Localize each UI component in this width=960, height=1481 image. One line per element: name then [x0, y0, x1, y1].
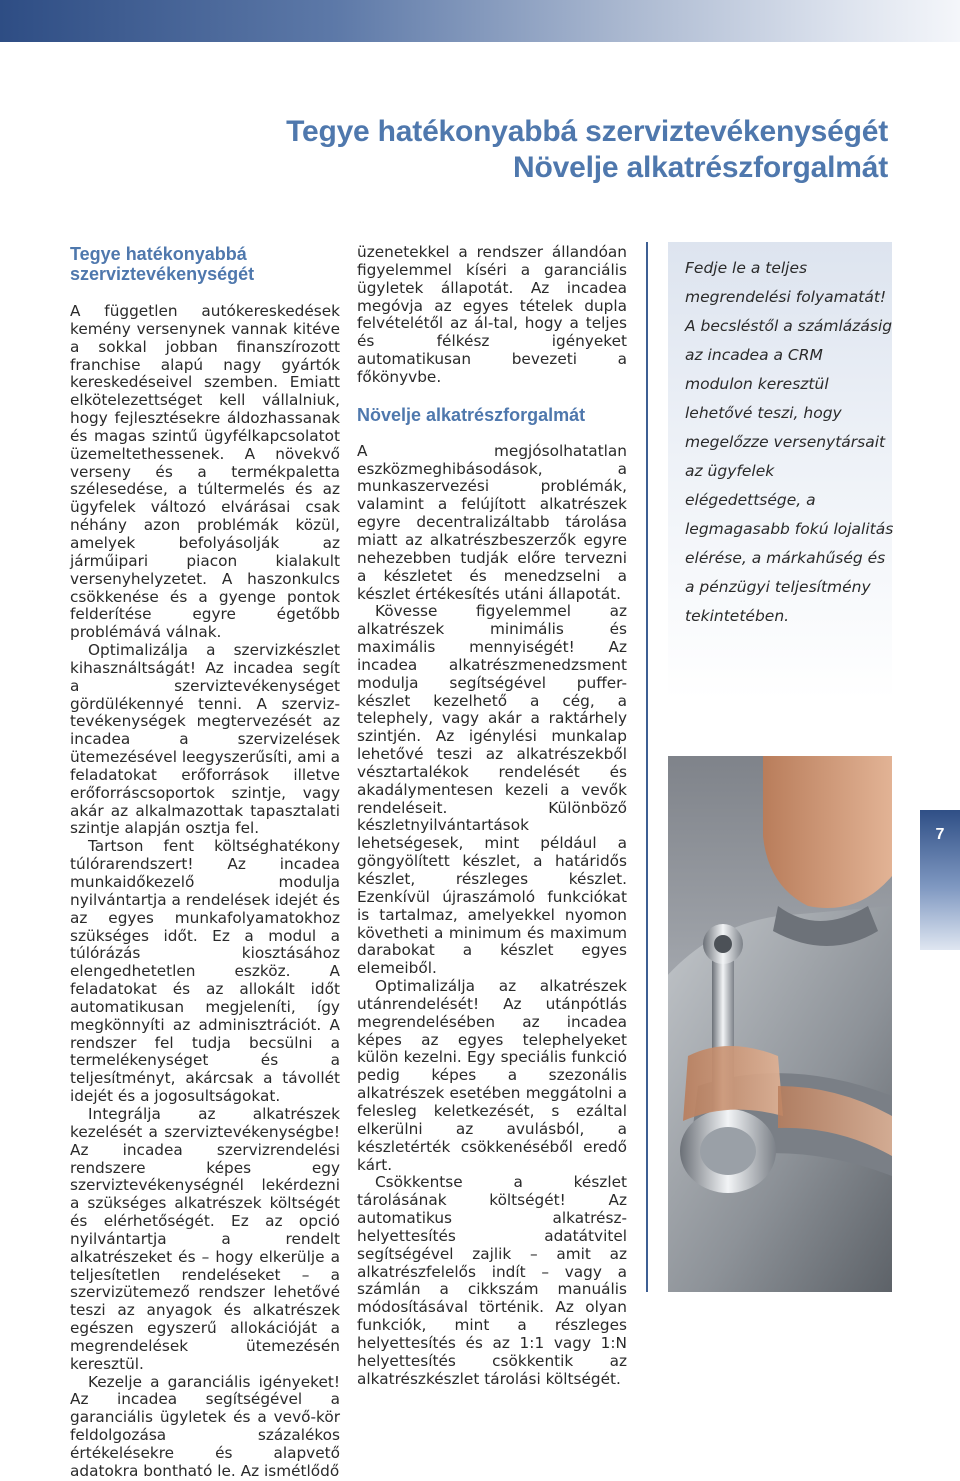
paragraph: Optimalizálja az alkatrészek utánrendelését! Az utánpótlás megrendelésében az incadea képes az egyes telephelyeket külön kezelni. Egy speciális funkció pedig képes a szezonális alkatrészek esetében meggátolni a felesleg keletkezését, s ezáltal elkerülni az avulásból, a készletérték csökkenéséből eredő kárt.: [357, 977, 627, 1174]
page-title: [286, 114, 888, 186]
page-title-line-2: Növelje alkatrészforgalmát: [513, 151, 888, 184]
page-number-tab: [920, 810, 960, 950]
top-header-bar: [0, 0, 960, 42]
paragraph: Tartson fent költséghatékony túlórarendszert! Az incadea munkaidőkezelő modulja nyilvántartja a rendelések idejét és az egyes munkafolyamatokhoz szükséges időt. Ez a modul a túlórázás kiosztásához elengedhetetlen eszköz. A feladatokat és az allokált időt automatikusan megjeleníti, így megkönnyíti az adminisztrációt. A rendszer fel tudja becsülni a termelékenységet és a teljesítményt, akárcsak a távollét idejét és a jogosultságokat.: [70, 837, 340, 1106]
page-title-line-1: Tegye hatékonyabbá szerviztevékenységét: [286, 115, 888, 148]
mechanic-photo: [668, 756, 892, 1292]
paragraph: A független autókereskedések kemény versenynek vannak kitéve a sokkal jobban finanszírozott franchise alapú nagy gyártók kereskedéseivel szemben. Emiatt elkötelezettséget kell vállalniuk, hogy fejlesztésekre áldozhassanak és magas szintű ügyfélkapcsolatot üzemeltethessenek. A növekvő verseny és a termékpaletta szélesedése, a túltermelés és az ügyfelek változó elvárásai csak néhány azon problémák közül, amelyek befolyásolják az járműipari piacon kialakult versenyhelyzetet. A haszonkulcs csökkenése és a gyenge pontok felderítése egyre égetőbb problémává válnak.: [70, 302, 340, 642]
paragraph: Integrálja az alkatrészek kezelését a szerviztevékenységbe! Az incadea szervizrendelési rendszere képes egy szerviztevékenységnél lekérdezni a szükséges alkatrészek költségét és elérhetőségét. Ez az opció nyilvántartja a rendelt alkatrészeket és – hogy elkerülje a teljesítetlen rendeléseket – a szervizütemező rendszer lehetővé teszi az anyagok és alkatrészek egészen egyszerű allokációját a megrendelések ütemezésén keresztül.: [70, 1104, 340, 1373]
pull-quote-text: Fedje le a teljes megrendelési folyamatát! A becsléstől a számlázásig az incadea a CRM modulon keresztül lehetővé teszi, hogy megelőzze versenytársait az ügyfelek elégedettsége, a legmagasabb fokú lojalitás elérése, a márkahűség és a pénzügyi teljesítmény tekintetében.: [685, 259, 894, 625]
paragraph: Csökkentse a készlet tárolásának költségét! Az automatikus alkatrész-helyettesítés adatátvitel segítségével zajlik – amit az alkatrészfelelős indít – vagy a számlán a cikkszám manuális módosításával történik. Az olyan funkciók, mint a részleges helyettesítés és az 1:1 vagy 1:N helyettesítés csökkentik az alkatrészkészlet tárolási költségét.: [357, 1173, 627, 1388]
paragraph: üzenetekkel a rendszer állandóan figyelemmel kíséri a garanciális ügyletek állapotát. Az incadea megóvja az egyes tételek dupla felvételétől az ál-tal, hogy a teljes és félkész igényeket automatikusan bevezeti a főkönyvbe.: [357, 243, 627, 386]
section-heading-service: Tegye hatékonyabbá szerviztevékenységét: [70, 244, 255, 284]
text-column-2: [357, 244, 627, 1388]
section-heading-parts: Növelje alkatrészforgalmát: [357, 404, 586, 425]
paragraph: Kezelje a garanciális igényeket! Az incadea segítségével a garanciális ügyletek és a vevő-kör feldolgozása százalékos értékelésekre és alapvető adatokra bontható le. Az ismétlődő: [70, 1372, 340, 1480]
mechanic-illustration: [668, 756, 892, 1292]
paragraph: A megjósolhatatlan eszközmeghibásodások, a munkaszervezési problémák, valamint a felújított alkatrészek egyre decentralizáltabb tárolása miatt az alkatrészbeszerzők egyre nehezebben tudják előre tervezni a készletet és menedzselni a készlet értékesítés utáni állapotát.: [357, 441, 627, 603]
paragraph: Optimalizálja a szervizkészlet kihasználtságát! Az incadea segít a szerviztevékenységet gördülékennyé tenni. A szerviz-tevékenységek megtervezését az incadea a szervizelések ütemezésével leegyszerűsíti, ami a feladatokat erőforrások illetve erőforráscsoportok szintje, vagy akár az alkalmazottak tapasztalati szintje alapján osztja fel.: [70, 641, 340, 838]
text-column-1: [70, 244, 340, 1481]
page-number: 7: [935, 826, 945, 843]
column-divider: [646, 242, 648, 1292]
paragraph: Kövesse figyelemmel az alkatrészek minimális és maximális mennyiségét! Az incadea alkatrészmenedzsment modulja segítségével puffer-készlet kezelhető a cég, a telephely, vagy akár a raktárhely szintjén. Az igénylési munkalap lehetővé teszi az alkatrészekből vésztartalékok rendelését és akadálymentesen kezeli a vevők rendeléseit. Különböző készletnyilvántartások lehetségesek, mint például a göngyölített készlet, a határidős készlet, részleges készlet. Ezenkívül újraszámoló funkciókat is tartalmaz, amelyekkel nyomon követheti a minimum és maximum darabokat a készlet egyes elemeiből.: [357, 602, 627, 978]
